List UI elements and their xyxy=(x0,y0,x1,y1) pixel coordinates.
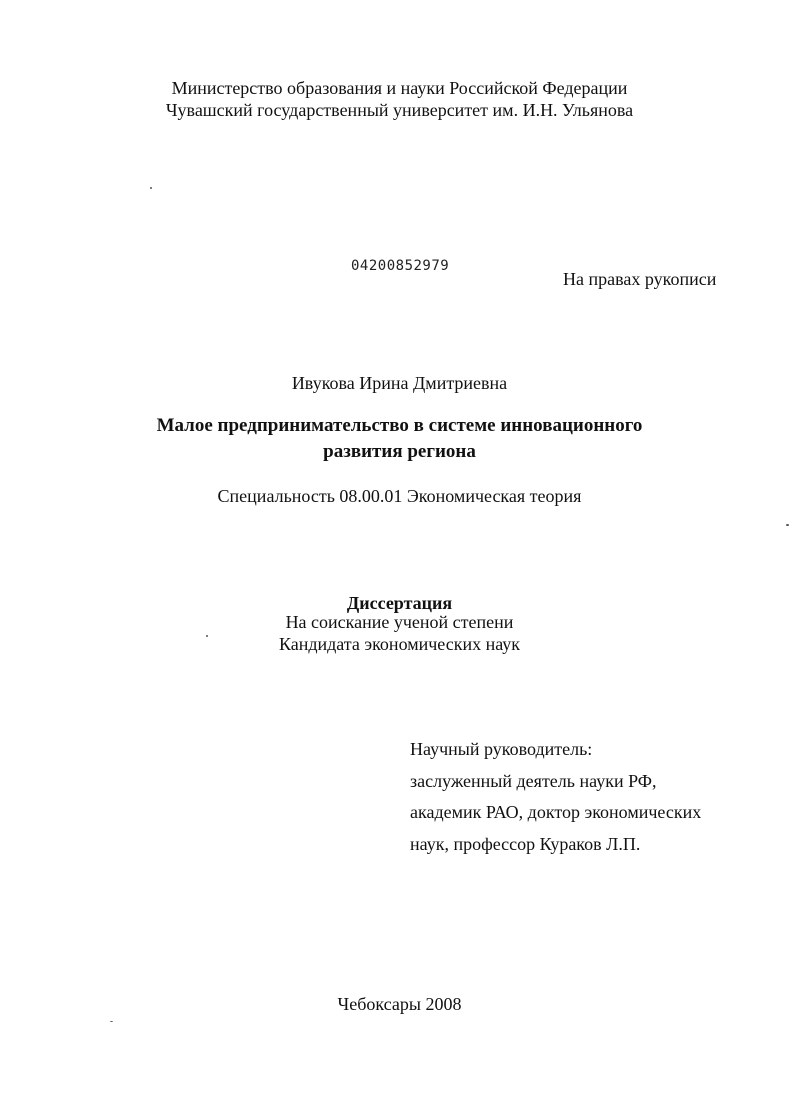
degree-line-2: Кандидата экономических наук xyxy=(278,634,521,654)
catalog-number-stamp: 04200852979 xyxy=(351,258,450,274)
supervisor-line-2: академик РАО, доктор экономических xyxy=(410,802,702,822)
scan-speck xyxy=(206,635,208,637)
degree-line-1: На соискание ученой степени xyxy=(285,612,514,632)
supervisor-line-1: заслуженный деятель науки РФ, xyxy=(410,771,657,791)
scan-speck xyxy=(110,1021,113,1022)
city-year: Чебоксары 2008 xyxy=(337,994,462,1014)
specialty-line: Специальность 08.00.01 Экономическая теория xyxy=(217,486,582,506)
thesis-title-line-2: развития региона xyxy=(323,441,476,462)
manuscript-rights: На правах рукописи xyxy=(563,269,717,289)
thesis-title-line-1: Малое предпринимательство в системе инновационного xyxy=(156,415,643,436)
scan-speck xyxy=(150,187,152,189)
supervisor-label: Научный руководитель: xyxy=(410,739,593,759)
university-line: Чувашский государственный университет им. И.Н. Ульянова xyxy=(165,100,634,120)
ministry-line: Министерство образования и науки Российской Федерации xyxy=(171,78,628,98)
dissertation-heading: Диссертация xyxy=(346,593,453,613)
author-name: Ивукова Ирина Дмитриевна xyxy=(291,373,508,393)
supervisor-line-3: наук, профессор Кураков Л.П. xyxy=(410,834,641,854)
scan-speck xyxy=(786,524,789,526)
